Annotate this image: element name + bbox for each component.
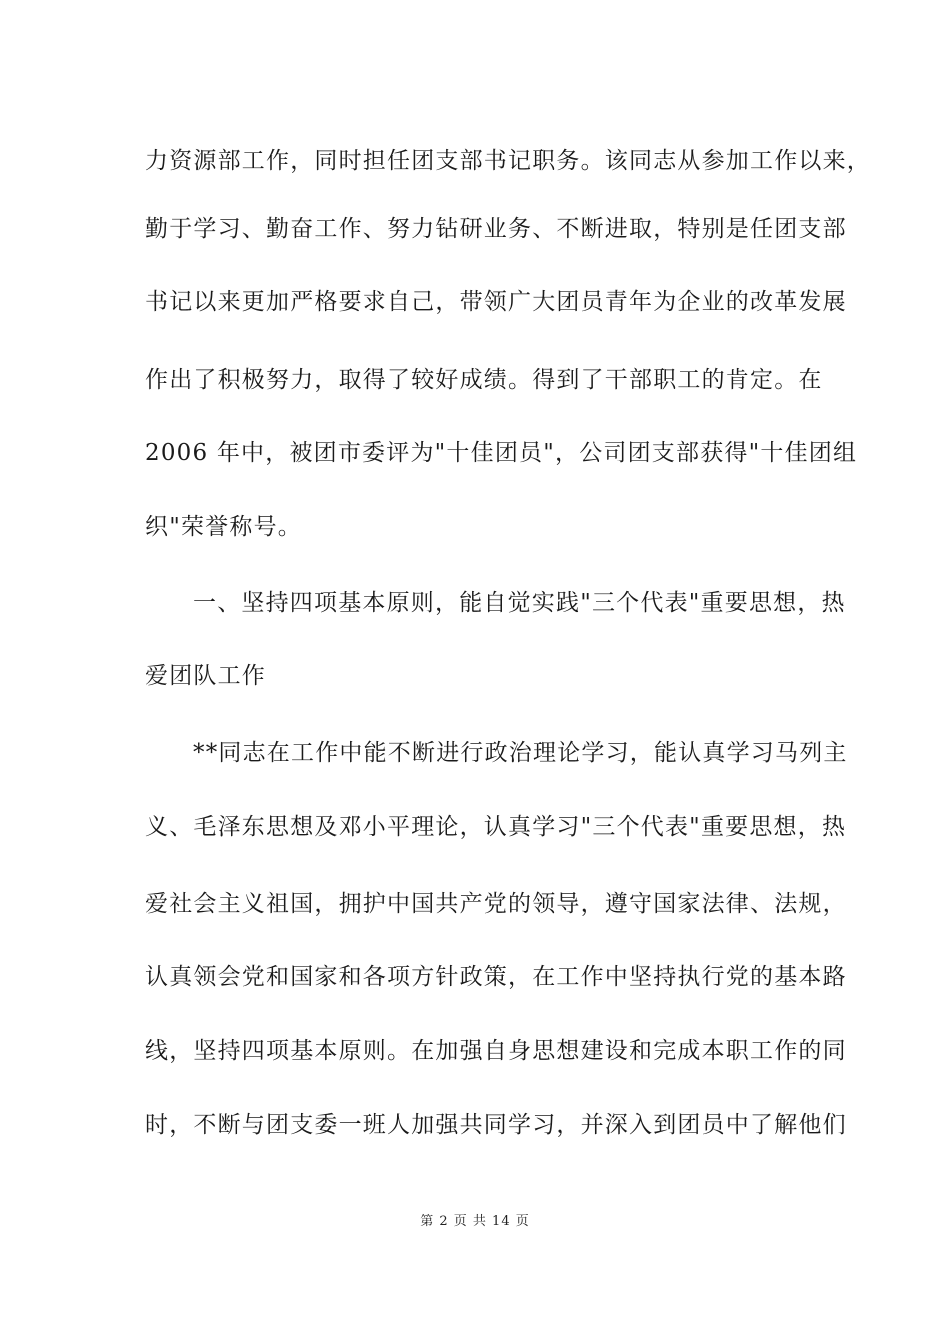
page-number-footer: 第 2 页 共 14 页 (420, 1214, 530, 1229)
text-line: 作出了积极努力，取得了较好成绩。得到了干部职工的肯定。在 (145, 367, 823, 393)
section-heading: 一、坚持四项基本原则，能自觉实践"三个代表"重要思想，热 (193, 590, 846, 616)
text-line: 书记以来更加严格要求自己，带领广大团员青年为企业的改革发展 (145, 289, 847, 315)
text-line: 义、毛泽东思想及邓小平理论，认真学习"三个代表"重要思想，热 (145, 814, 847, 840)
text-line: 2006 年中，被团市委评为"十佳团员"，公司团支部获得"十佳团组 (145, 440, 858, 466)
text-line: 勤于学习、勤奋工作、努力钻研业务、不断进取，特别是任团支部 (145, 216, 847, 242)
text-line: 织"荣誉称号。 (145, 514, 302, 540)
text-line: 爱社会主义祖国，拥护中国共产党的领导，遵守国家法律、法规， (145, 891, 847, 917)
text-line: **同志在工作中能不断进行政治理论学习，能认真学习马列主 (193, 740, 848, 766)
text-line: 认真领会党和国家和各项方针政策，在工作中坚持执行党的基本路 (145, 964, 847, 990)
text-line: 时，不断与团支委一班人加强共同学习，并深入到团员中了解他们 (145, 1112, 847, 1138)
section-heading-continued: 爱团队工作 (145, 663, 266, 689)
text-line: 力资源部工作，同时担任团支部书记职务。该同志从参加工作以来， (145, 148, 871, 174)
text-line: 线，坚持四项基本原则。在加强自身思想建设和完成本职工作的同 (145, 1038, 847, 1064)
